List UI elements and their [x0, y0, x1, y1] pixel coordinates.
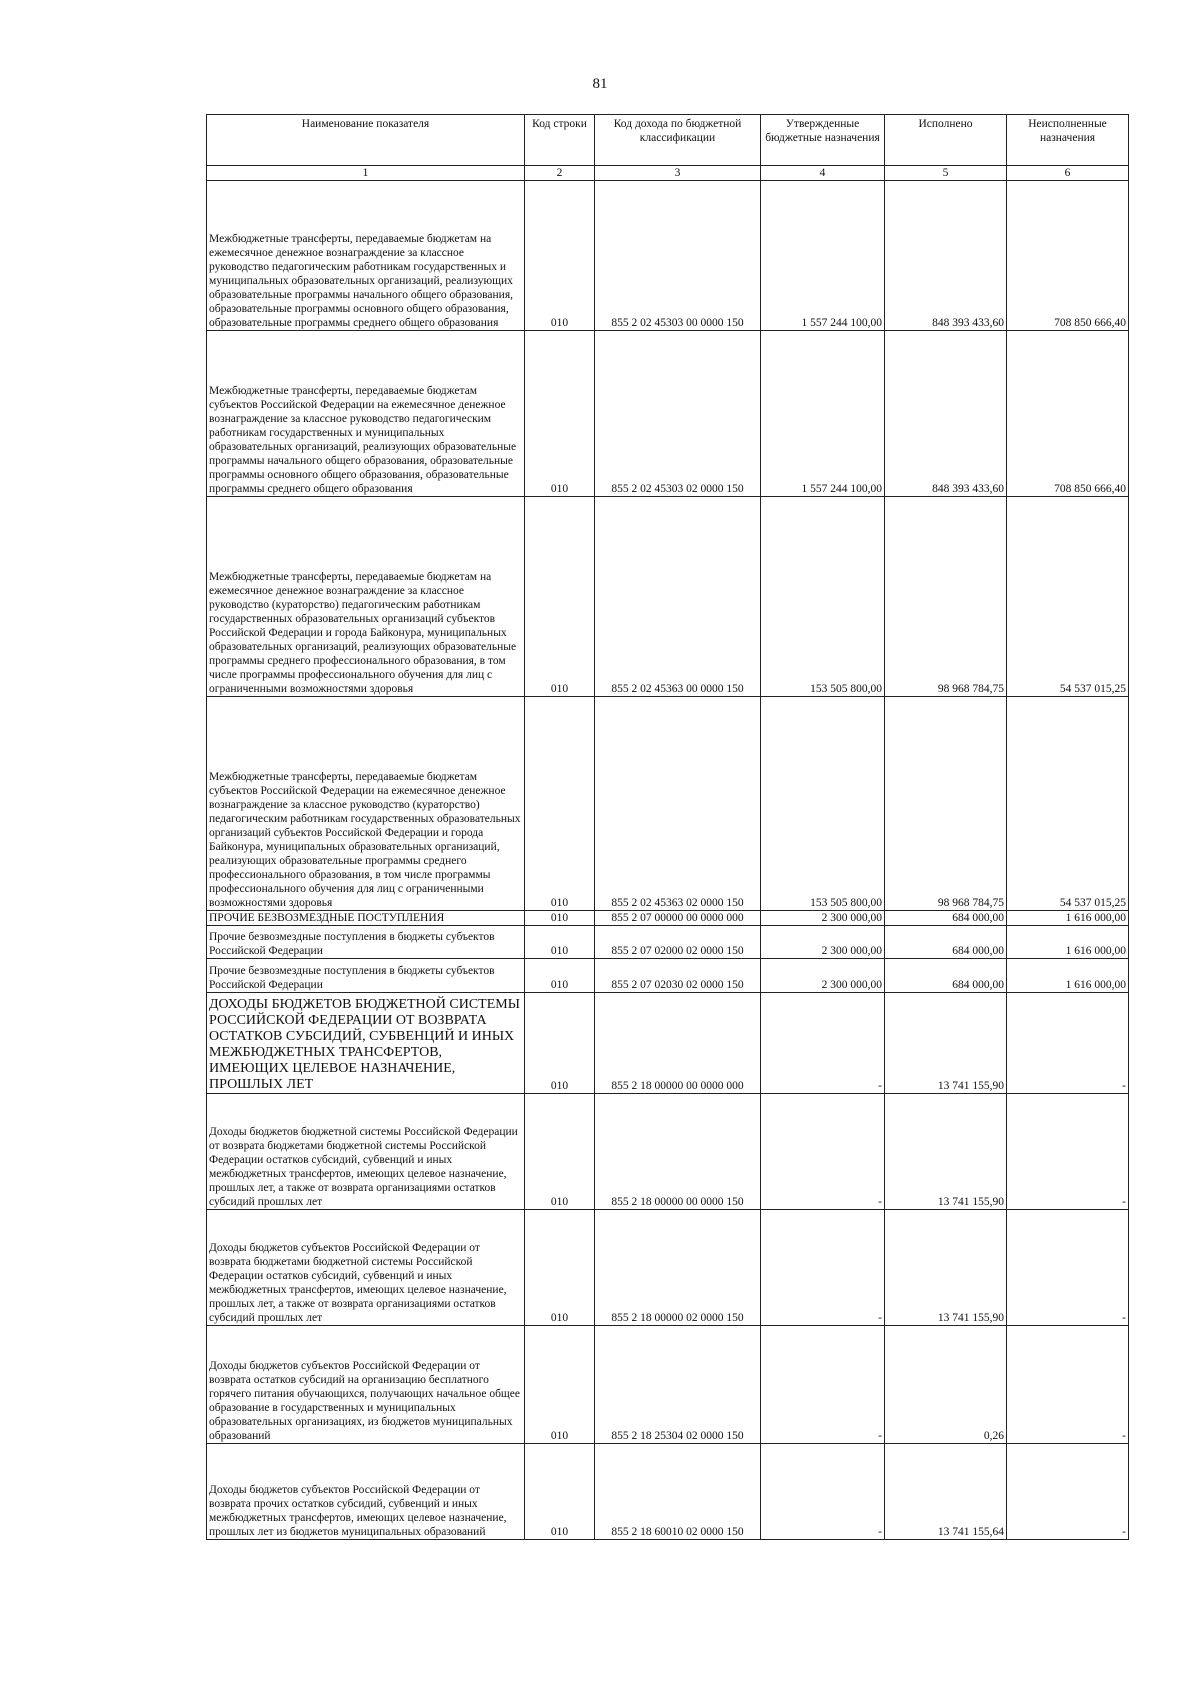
row-name: Прочие безвозмездные поступления в бюджеты субъектов Российской Федерации — [207, 959, 525, 993]
column-header-line-code: Код строки — [525, 115, 595, 166]
row-approved: 2 300 000,00 — [761, 926, 885, 959]
column-index: 4 — [761, 166, 885, 181]
row-line-code: 010 — [525, 926, 595, 959]
row-approved: - — [761, 1444, 885, 1540]
row-unexecuted: 1 616 000,00 — [1007, 911, 1129, 926]
table-row — [207, 181, 1129, 331]
row-executed: 684 000,00 — [885, 959, 1007, 993]
row-income-code: 855 2 18 00000 02 0000 150 — [595, 1210, 761, 1326]
row-unexecuted: 54 537 015,25 — [1007, 697, 1129, 911]
table-row — [207, 993, 1129, 1094]
table-row — [207, 497, 1129, 697]
page-number: 81 — [592, 76, 608, 92]
row-income-code: 855 2 18 00000 00 0000 000 — [595, 993, 761, 1094]
row-name: Доходы бюджетов бюджетной системы Российской Федерации от возврата бюджетами бюджетной системы Российской Федерации остатков субсидий, субвенций и иных межбюджетных трансфертов, имеющих целевое назначение, прошлых лет, а также от возврата организациями остатков субсидий прошлых лет — [207, 1094, 525, 1210]
table-row — [207, 959, 1129, 993]
column-index-row — [207, 166, 1129, 181]
row-executed: 848 393 433,60 — [885, 181, 1007, 331]
row-approved: - — [761, 1210, 885, 1326]
column-header-executed: Исполнено — [885, 115, 1007, 166]
column-index: 5 — [885, 166, 1007, 181]
row-approved: 2 300 000,00 — [761, 911, 885, 926]
row-income-code: 855 2 07 02000 02 0000 150 — [595, 926, 761, 959]
row-income-code: 855 2 18 25304 02 0000 150 — [595, 1326, 761, 1444]
table-row — [207, 911, 1129, 926]
row-unexecuted: - — [1007, 1094, 1129, 1210]
column-index: 2 — [525, 166, 595, 181]
row-line-code: 010 — [525, 993, 595, 1094]
row-approved: - — [761, 1326, 885, 1444]
row-line-code: 010 — [525, 331, 595, 497]
column-index: 1 — [207, 166, 525, 181]
row-unexecuted: - — [1007, 1210, 1129, 1326]
row-name: Доходы бюджетов субъектов Российской Федерации от возврата прочих остатков субсидий, субвенций и иных межбюджетных трансфертов, имеющих целевое назначение, прошлых лет из бюджетов муниципальных образований — [207, 1444, 525, 1540]
row-approved: 153 505 800,00 — [761, 497, 885, 697]
row-name: Межбюджетные трансферты, передаваемые бюджетам субъектов Российской Федерации на ежемесячное денежное вознаграждение за классное руководство педагогическим работникам государственных и муниципальных образовательных организаций, реализующих образовательные программы начального общего образования, образовательные программы основного общего образования, образовательные программы среднего общего образования — [207, 331, 525, 497]
row-executed: 13 741 155,64 — [885, 1444, 1007, 1540]
row-unexecuted: 1 616 000,00 — [1007, 926, 1129, 959]
column-index: 6 — [1007, 166, 1129, 181]
row-name: Межбюджетные трансферты, передаваемые бюджетам на ежемесячное денежное вознаграждение за классное руководство (кураторство) педагогическим работникам государственных образовательных организаций субъектов Российской Федерации и города Байконура, муниципальных образовательных организаций, реализующих образовательные программы среднего профессионального образования, в том числе программы профессионального обучения для лиц с ограниченными возможностями здоровья — [207, 497, 525, 697]
row-unexecuted: - — [1007, 1326, 1129, 1444]
row-executed: 13 741 155,90 — [885, 1094, 1007, 1210]
row-name: ДОХОДЫ БЮДЖЕТОВ БЮДЖЕТНОЙ СИСТЕМЫ РОССИЙСКОЙ ФЕДЕРАЦИИ ОТ ВОЗВРАТА ОСТАТКОВ СУБСИДИЙ, СУБВЕНЦИЙ И ИНЫХ МЕЖБЮДЖЕТНЫХ ТРАНСФЕРТОВ, ИМЕЮЩИХ ЦЕЛЕВОЕ НАЗНАЧЕНИЕ, ПРОШЛЫХ ЛЕТ — [207, 993, 525, 1094]
row-name: Доходы бюджетов субъектов Российской Федерации от возврата остатков субсидий на организацию бесплатного горячего питания обучающихся, получающих начальное общее образование в государственных и муниципальных образовательных организациях, из бюджетов муниципальных образований — [207, 1326, 525, 1444]
row-executed: 13 741 155,90 — [885, 993, 1007, 1094]
table-row — [207, 331, 1129, 497]
row-approved: 153 505 800,00 — [761, 697, 885, 911]
row-executed: 98 968 784,75 — [885, 697, 1007, 911]
row-executed: 848 393 433,60 — [885, 331, 1007, 497]
row-income-code: 855 2 02 45303 00 0000 150 — [595, 181, 761, 331]
row-line-code: 010 — [525, 911, 595, 926]
row-income-code: 855 2 02 45363 02 0000 150 — [595, 697, 761, 911]
row-approved: - — [761, 993, 885, 1094]
row-executed: 684 000,00 — [885, 911, 1007, 926]
column-header-approved: Утвержденные бюджетные назначения — [761, 115, 885, 166]
row-income-code: 855 2 02 45363 00 0000 150 — [595, 497, 761, 697]
row-line-code: 010 — [525, 959, 595, 993]
row-income-code: 855 2 07 00000 00 0000 000 — [595, 911, 761, 926]
row-name: Доходы бюджетов субъектов Российской Федерации от возврата бюджетами бюджетной системы Российской Федерации остатков субсидий, субвенций и иных межбюджетных трансфертов, имеющих целевое назначение, прошлых лет, а также от возврата организациями остатков субсидий прошлых лет — [207, 1210, 525, 1326]
table-header-row — [207, 115, 1129, 166]
row-unexecuted: 708 850 666,40 — [1007, 181, 1129, 331]
row-unexecuted: 54 537 015,25 — [1007, 497, 1129, 697]
row-income-code: 855 2 18 00000 00 0000 150 — [595, 1094, 761, 1210]
row-unexecuted: 1 616 000,00 — [1007, 959, 1129, 993]
row-executed: 13 741 155,90 — [885, 1210, 1007, 1326]
row-line-code: 010 — [525, 1094, 595, 1210]
row-income-code: 855 2 07 02030 02 0000 150 — [595, 959, 761, 993]
budget-execution-table — [206, 114, 1129, 1540]
row-name: Межбюджетные трансферты, передаваемые бюджетам субъектов Российской Федерации на ежемесячное денежное вознаграждение за классное руководство (кураторство) педагогическим работникам государственных образовательных организаций субъектов Российской Федерации и города Байконура, муниципальных образовательных организаций, реализующих образовательные программы среднего профессионального образования, в том числе программы профессионального обучения для лиц с ограниченными возможностями здоровья — [207, 697, 525, 911]
table-row — [207, 1444, 1129, 1540]
row-name: Межбюджетные трансферты, передаваемые бюджетам на ежемесячное денежное вознаграждение за классное руководство педагогическим работникам государственных и муниципальных образовательных организаций, реализующих образовательные программы начального общего образования, образовательные программы основного общего образования, образовательные программы среднего общего образования — [207, 181, 525, 331]
row-line-code: 010 — [525, 1326, 595, 1444]
table-row — [207, 926, 1129, 959]
column-header-income-code: Код дохода по бюджетной классификации — [595, 115, 761, 166]
row-income-code: 855 2 02 45303 02 0000 150 — [595, 331, 761, 497]
row-executed: 0,26 — [885, 1326, 1007, 1444]
table-row — [207, 1094, 1129, 1210]
row-unexecuted: - — [1007, 1444, 1129, 1540]
column-index: 3 — [595, 166, 761, 181]
table-row — [207, 1326, 1129, 1444]
row-approved: 1 557 244 100,00 — [761, 331, 885, 497]
row-approved: 1 557 244 100,00 — [761, 181, 885, 331]
column-header-name: Наименование показателя — [207, 115, 525, 166]
row-unexecuted: 708 850 666,40 — [1007, 331, 1129, 497]
row-line-code: 010 — [525, 1444, 595, 1540]
row-name: ПРОЧИЕ БЕЗВОЗМЕЗДНЫЕ ПОСТУПЛЕНИЯ — [207, 911, 525, 926]
table-row — [207, 1210, 1129, 1326]
row-line-code: 010 — [525, 1210, 595, 1326]
row-line-code: 010 — [525, 697, 595, 911]
row-name: Прочие безвозмездные поступления в бюджеты субъектов Российской Федерации — [207, 926, 525, 959]
table-row — [207, 697, 1129, 911]
row-line-code: 010 — [525, 181, 595, 331]
row-executed: 684 000,00 — [885, 926, 1007, 959]
row-unexecuted: - — [1007, 993, 1129, 1094]
row-line-code: 010 — [525, 497, 595, 697]
row-approved: - — [761, 1094, 885, 1210]
row-approved: 2 300 000,00 — [761, 959, 885, 993]
column-header-unexecuted: Неисполненные назначения — [1007, 115, 1129, 166]
row-income-code: 855 2 18 60010 02 0000 150 — [595, 1444, 761, 1540]
row-executed: 98 968 784,75 — [885, 497, 1007, 697]
